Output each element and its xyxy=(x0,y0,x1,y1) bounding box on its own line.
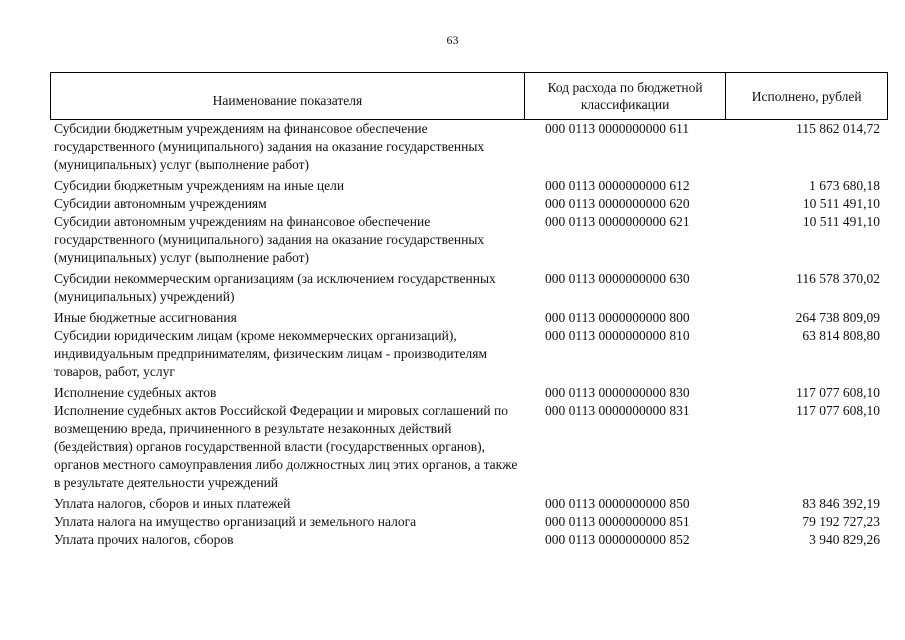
row-code: 000 0113 0000000000 831 xyxy=(545,403,690,418)
table-row xyxy=(50,177,888,195)
row-code: 000 0113 0000000000 620 xyxy=(545,196,690,211)
row-amount: 116 578 370,02 xyxy=(796,271,880,286)
row-name: Уплата прочих налогов, сборов xyxy=(54,532,234,547)
table-row xyxy=(50,309,888,327)
row-name: Субсидии бюджетным учреждениям на финансовое обеспечение государственного (муниципального) задания на оказание государственных (муниципальных) услуг (выполнение работ) xyxy=(54,121,485,172)
row-code: 000 0113 0000000000 810 xyxy=(545,328,690,343)
table-row xyxy=(50,270,888,306)
table-row xyxy=(50,402,888,492)
row-name: Субсидии автономным учреждениям xyxy=(54,196,267,211)
row-code: 000 0113 0000000000 852 xyxy=(545,532,690,547)
row-name: Исполнение судебных актов Российской Федерации и мировых соглашений по возмещению вреда, причиненного в результате незаконных действий (бездействия) органов государственной власти (государственных органов), органов местного самоуправления либо должностных лиц этих органов, а также в результате деятельности учреждений xyxy=(54,403,518,490)
row-amount: 115 862 014,72 xyxy=(796,121,880,136)
table-row xyxy=(50,384,888,402)
page-number: 63 xyxy=(446,33,459,47)
table-row xyxy=(50,213,888,267)
row-name: Иные бюджетные ассигнования xyxy=(54,310,237,325)
row-name: Уплата налога на имущество организаций и земельного налога xyxy=(54,514,417,529)
table-row xyxy=(50,327,888,381)
budget-table xyxy=(50,72,888,549)
row-code: 000 0113 0000000000 851 xyxy=(545,514,690,529)
header-amount: Исполнено, рублей xyxy=(751,88,862,104)
row-amount: 10 511 491,10 xyxy=(802,214,880,229)
row-code: 000 0113 0000000000 800 xyxy=(545,310,690,325)
table-header xyxy=(50,72,888,120)
row-name: Субсидии бюджетным учреждениям на иные цели xyxy=(54,178,345,193)
table-row xyxy=(50,513,888,531)
row-amount: 1 673 680,18 xyxy=(809,178,880,193)
row-amount: 117 077 608,10 xyxy=(796,385,880,400)
row-name: Уплата налогов, сборов и иных платежей xyxy=(54,496,291,511)
table-row xyxy=(50,495,888,513)
row-amount: 117 077 608,10 xyxy=(796,403,880,418)
table-row xyxy=(50,120,888,174)
row-amount: 63 814 808,80 xyxy=(802,328,880,343)
row-name: Субсидии некоммерческим организациям (за исключением государственных (муниципальных) учреждений) xyxy=(54,271,496,304)
row-amount: 79 192 727,23 xyxy=(802,514,880,529)
row-code: 000 0113 0000000000 850 xyxy=(545,496,690,511)
row-amount: 83 846 392,19 xyxy=(802,496,880,511)
table-row xyxy=(50,195,888,213)
row-code: 000 0113 0000000000 630 xyxy=(545,271,690,286)
row-code: 000 0113 0000000000 612 xyxy=(545,178,690,193)
row-name: Субсидии юридическим лицам (кроме некоммерческих организаций), индивидуальным предпринимателям, физическим лицам - производителям товаров, работ, услуг xyxy=(54,328,488,379)
header-name: Наименование показателя xyxy=(51,73,525,119)
row-name: Исполнение судебных актов xyxy=(54,385,217,400)
row-code: 000 0113 0000000000 611 xyxy=(545,121,690,136)
header-code: Код расхода по бюджетной классификации xyxy=(525,73,727,119)
row-amount: 3 940 829,26 xyxy=(809,532,880,547)
row-amount: 10 511 491,10 xyxy=(802,196,880,211)
row-amount: 264 738 809,09 xyxy=(795,310,880,325)
row-code: 000 0113 0000000000 621 xyxy=(545,214,690,229)
row-name: Субсидии автономным учреждениям на финансовое обеспечение государственного (муниципального) задания на оказание государственных (муниципальных) услуг (выполнение работ) xyxy=(54,214,485,265)
row-code: 000 0113 0000000000 830 xyxy=(545,385,690,400)
table-row xyxy=(50,531,888,549)
